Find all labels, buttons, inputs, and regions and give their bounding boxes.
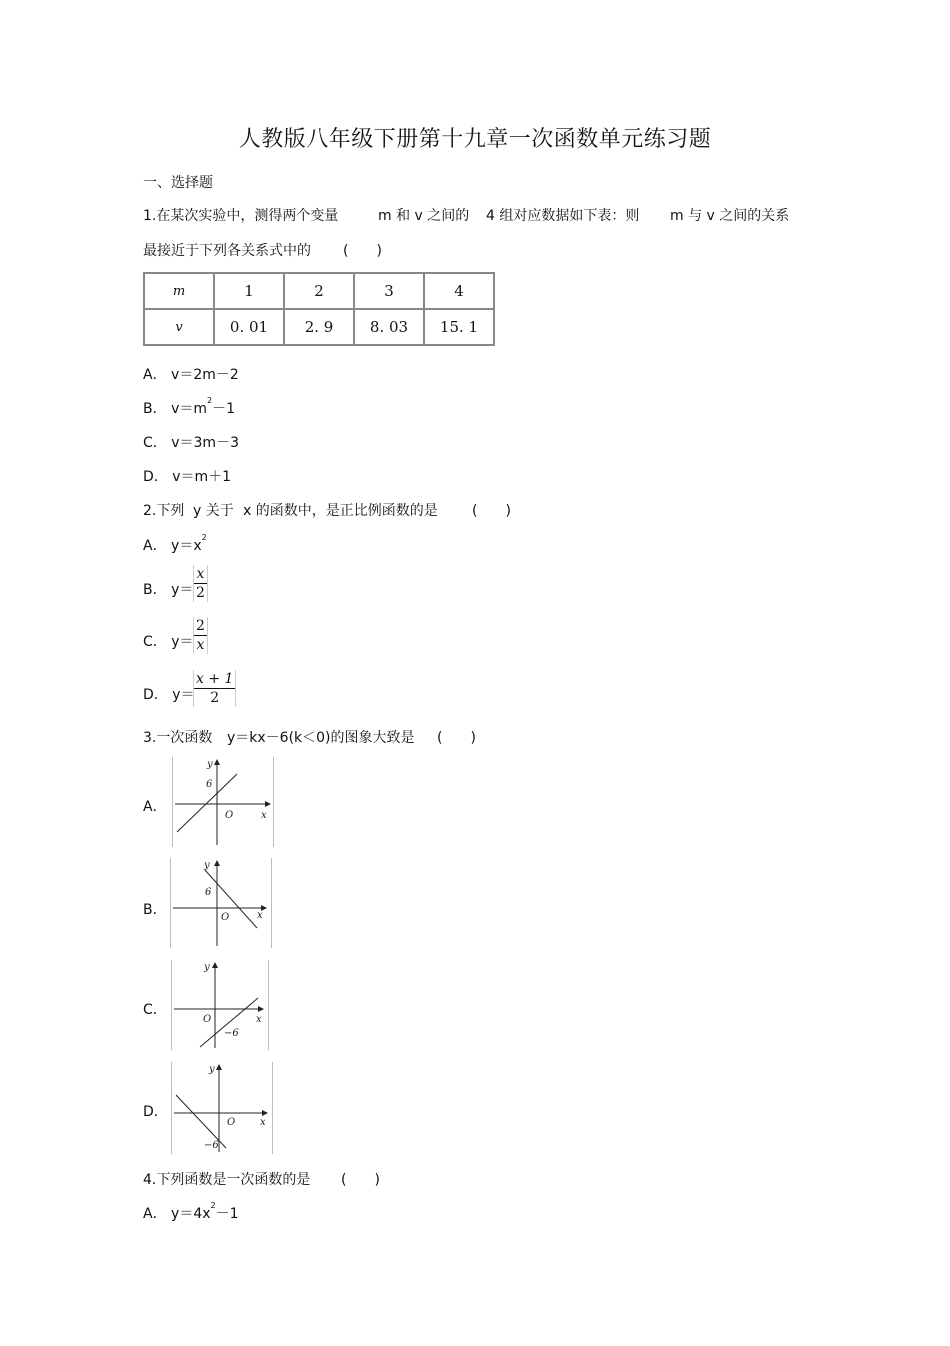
option-label: A．	[143, 1206, 167, 1222]
function-line	[205, 870, 257, 928]
table-cell: 8. 03	[354, 309, 424, 345]
q3-option-d-graph[interactable]	[171, 1062, 273, 1154]
option-text: v＝3m－3	[171, 435, 239, 451]
q2-stem-part2: y 关于	[193, 503, 234, 519]
option-prefix: y＝	[171, 582, 194, 598]
q2-answer-paren: ( )	[472, 503, 511, 519]
option-label: C．	[143, 435, 167, 451]
exponent: 2	[201, 533, 207, 543]
q1-stem-part2: m 和 v 之间的	[378, 208, 470, 224]
table-cell: 2	[284, 273, 354, 309]
y-axis-arrow-icon	[216, 1064, 222, 1070]
y-axis-arrow-icon	[212, 962, 218, 968]
x-axis-label: x	[260, 1117, 266, 1128]
q2-option-b[interactable]	[143, 579, 193, 599]
q1-stem-part1: 1.在某次实验中，测得两个变量	[143, 208, 339, 224]
option-label: C．	[143, 634, 167, 650]
q4-stem: 4.下列函数是一次函数的是	[143, 1172, 311, 1188]
q2-option-b-fraction	[193, 565, 208, 602]
y-axis-label: y	[204, 860, 210, 871]
q1-answer-paren: ( )	[343, 243, 382, 259]
origin-label: O	[221, 912, 230, 923]
option-prefix: y＝	[172, 687, 195, 703]
q2-stem-part1: 2.下列	[143, 503, 185, 519]
intercept-label: −6	[204, 1140, 219, 1151]
x-axis-arrow-icon	[265, 801, 271, 807]
q3-answer-paren: ( )	[437, 730, 476, 746]
numerator: x	[194, 565, 207, 584]
y-axis-label: y	[204, 962, 210, 973]
x-axis-label: x	[256, 1014, 262, 1025]
y-axis-arrow-icon	[214, 860, 220, 866]
denominator: 2	[196, 585, 205, 601]
table-cell: 1	[214, 273, 284, 309]
table-cell: m	[144, 273, 214, 309]
option-text: v＝2m－2	[171, 367, 239, 383]
option-text: y＝x	[171, 538, 202, 554]
q2-option-d-fraction	[193, 670, 236, 707]
x-axis-arrow-icon	[262, 1110, 268, 1116]
option-text: v＝m＋1	[172, 469, 232, 485]
q3-option-a-label[interactable]: A．	[143, 799, 167, 815]
x-axis-arrow-icon	[258, 1006, 264, 1012]
exponent: 2	[210, 1201, 216, 1211]
q1-stem-line2: 最接近于下列各关系式中的	[143, 243, 311, 259]
table-row	[144, 309, 494, 345]
q3-option-b-graph[interactable]	[170, 858, 272, 948]
numerator: x + 1	[196, 671, 234, 687]
q3-option-b-label[interactable]: B．	[143, 902, 167, 918]
origin-label: O	[225, 810, 234, 821]
q3-option-a-graph[interactable]	[172, 757, 274, 847]
q2-option-c[interactable]	[143, 631, 194, 651]
intercept-label: 6	[206, 779, 213, 790]
page-title: 人教版八年级下册第十九章一次函数单元练习题	[238, 127, 712, 152]
option-text: y＝4x	[171, 1206, 211, 1222]
numerator: 2	[196, 618, 205, 634]
q4-option-a[interactable]	[143, 1203, 239, 1223]
table-row	[144, 273, 494, 309]
q1-stem-part3: 4 组对应数据如下表：则	[486, 208, 640, 224]
table-cell: 15. 1	[424, 309, 494, 345]
q3-option-c-label[interactable]: C．	[143, 1002, 167, 1018]
denominator: 2	[210, 690, 220, 706]
y-axis-label: y	[209, 1064, 215, 1075]
intercept-label: −6	[224, 1028, 239, 1039]
origin-label: O	[203, 1014, 212, 1025]
q1-option-a[interactable]	[143, 364, 239, 384]
option-text-tail: －1	[215, 1206, 239, 1222]
table-cell: 0. 01	[214, 309, 284, 345]
option-label: D．	[143, 469, 168, 485]
table-cell: 4	[424, 273, 494, 309]
option-label: A．	[143, 538, 167, 554]
q1-option-b[interactable]	[143, 398, 235, 418]
q1-data-table	[143, 272, 495, 346]
intercept-label: 6	[205, 887, 212, 898]
q2-option-c-fraction	[193, 617, 208, 654]
option-label: A．	[143, 367, 167, 383]
q3-stem-part2: y＝kx－6(k＜0)的图象大致是	[227, 730, 415, 746]
option-text-tail: －1	[212, 401, 236, 417]
q2-option-a[interactable]	[143, 535, 207, 555]
y-axis-arrow-icon	[214, 759, 220, 765]
exponent: 2	[207, 396, 213, 406]
q2-stem-part3: x 的函数中，是正比例函数的是	[243, 503, 438, 519]
table-cell: 3	[354, 273, 424, 309]
q1-stem-part4: m 与 v 之间的关系	[670, 208, 790, 224]
y-axis-label: y	[207, 759, 213, 770]
origin-label: O	[227, 1117, 236, 1128]
table-cell: v	[144, 309, 214, 345]
x-axis-label: x	[257, 910, 263, 921]
option-label: B．	[143, 582, 167, 598]
q4-answer-paren: ( )	[341, 1172, 380, 1188]
q3-stem-part1: 3.一次函数	[143, 730, 213, 746]
q3-option-c-graph[interactable]	[171, 960, 269, 1050]
option-label: D．	[143, 687, 168, 703]
section-heading: 一、选择题	[143, 175, 213, 191]
table-cell: 2. 9	[284, 309, 354, 345]
x-axis-label: x	[261, 810, 267, 821]
q1-option-c[interactable]	[143, 432, 239, 452]
option-label: B．	[143, 401, 167, 417]
q3-option-d-label[interactable]: D．	[143, 1104, 168, 1120]
option-prefix: y＝	[171, 634, 194, 650]
option-text: v＝m	[171, 401, 207, 417]
q1-option-d[interactable]	[143, 466, 231, 486]
q2-option-d[interactable]	[143, 684, 195, 704]
denominator: x	[196, 637, 205, 653]
